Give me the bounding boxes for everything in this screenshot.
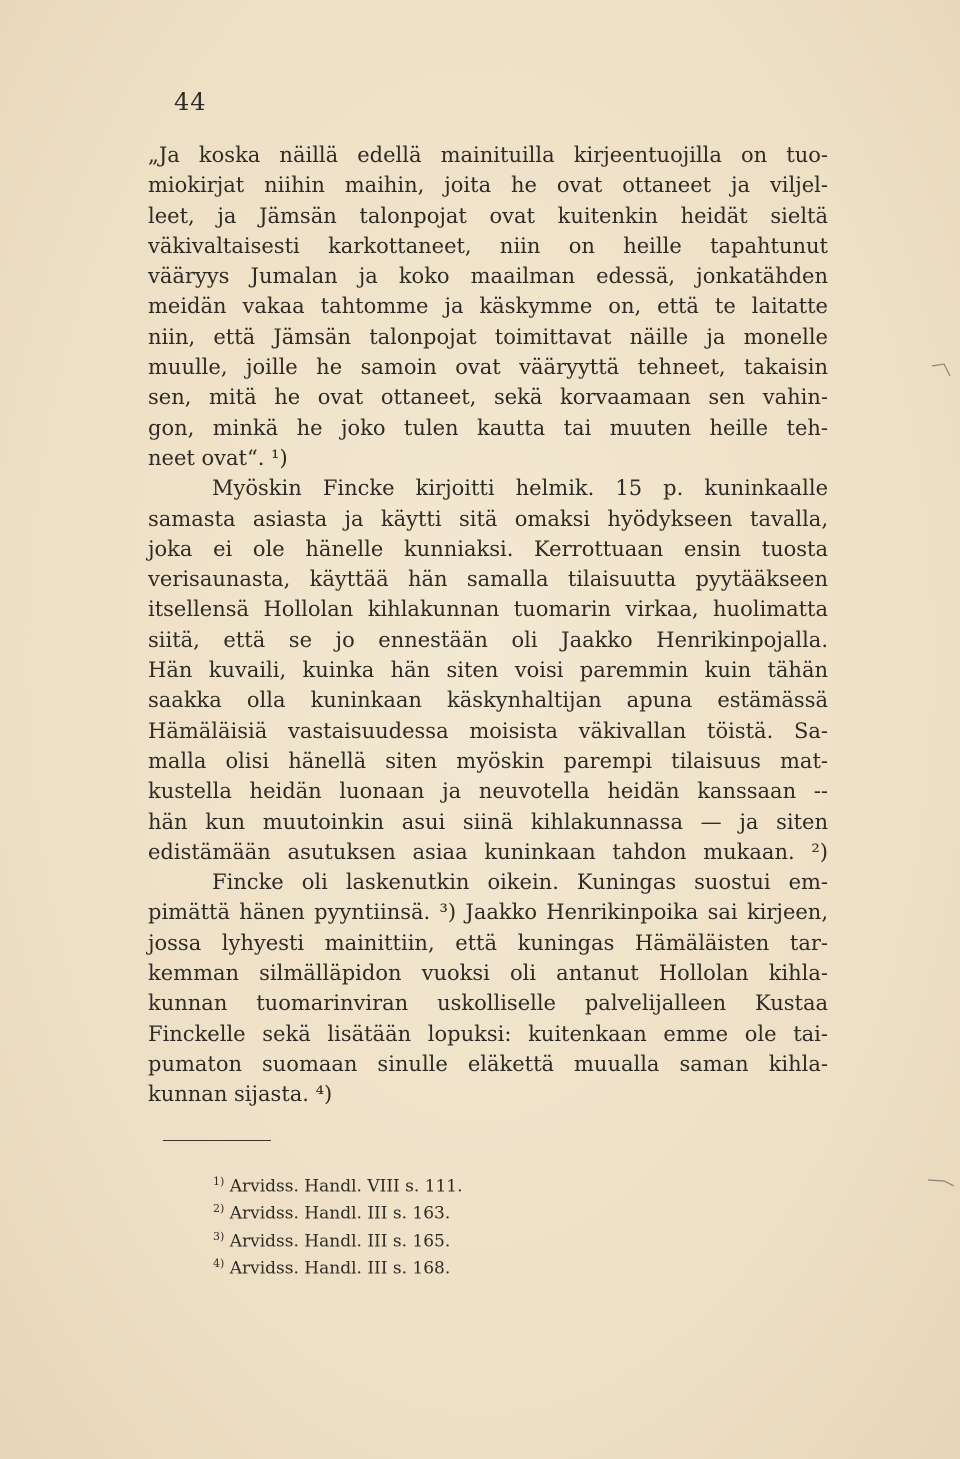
footnote-mark: 3) (213, 1229, 225, 1243)
footnote-text: Arvidss. Handl. III s. 165. (229, 1231, 451, 1252)
footnote (213, 1168, 463, 1195)
footnote-mark: 2) (213, 1202, 225, 1216)
text-line: kunnan sijasta. ⁴) (148, 1082, 333, 1107)
footnote (213, 1250, 463, 1277)
text-line: siitä, että se jo ennestään oli Jaakko Henrikinpojalla. (148, 627, 828, 652)
text-line: kunnan tuomarinviran uskolliselle palvelijalleen Kustaa (148, 991, 828, 1016)
text-line: gon, minkä he joko tulen kautta tai muuten heille teh- (148, 415, 828, 440)
text-line: malla olisi hänellä siten myöskin parempi tilaisuus mat- (148, 748, 828, 773)
text-line: muulle, joille he samoin ovat vääryyttä tehneet, takaisin (148, 355, 828, 380)
text-line: itsellensä Hollolan kihlakunnan tuomarin virkaa, huolimatta (148, 597, 828, 622)
text-line: Hän kuvaili, kuinka hän siten voisi paremmin kuin tähän (148, 658, 828, 683)
footnotes (213, 1168, 463, 1277)
footnote-text: Arvidss. Handl. VIII s. 111. (229, 1176, 463, 1197)
text-line: verisaunasta, käyttää hän samalla tilaisuutta pyytääkseen (148, 567, 828, 592)
text-line: Fincke oli laskenutkin oikein. Kuningas suostui em- (212, 870, 828, 895)
text-line: miokirjat niihin maihin, joita he ovat ottaneet ja viljel- (148, 173, 828, 198)
text-line: neet ovat“. ¹) (148, 445, 288, 470)
footnote (213, 1223, 463, 1250)
text-line: hän kun muutoinkin asui siinä kihlakunnassa — ja siten (148, 809, 828, 834)
footnote-divider (163, 1140, 271, 1141)
text-line: Hämäläisiä vastaisuudessa moisista väkivallan töistä. Sa- (148, 718, 828, 743)
text-line: saakka olla kuninkaan käskynhaltijan apuna estämässä (148, 688, 828, 713)
footnote-text: Arvidss. Handl. III s. 168. (229, 1258, 451, 1279)
text-line: pumaton suomaan sinulle eläkettä muualla saman kihla- (148, 1051, 828, 1076)
footnote (213, 1195, 463, 1222)
text-line: sen, mitä he ovat ottaneet, sekä korvaamaan sen vahin- (148, 385, 828, 410)
text-line: kemman silmälläpidon vuoksi oli antanut Hollolan kihla- (148, 961, 828, 986)
text-line: joka ei ole hänelle kunniaksi. Kerrottuaan ensin tuosta (148, 536, 828, 561)
margin-tick-mark (930, 358, 954, 382)
text-line: väkivaltaisesti karkottaneet, niin on heille tapahtunut (148, 233, 828, 258)
text-line: kustella heidän luonaan ja neuvotella heidän kanssaan -- (148, 779, 828, 804)
text-line: meidän vakaa tahtomme ja käskymme on, että te laitatte (148, 294, 828, 319)
page-number: 44 (174, 88, 207, 116)
text-line: samasta asiasta ja käytti sitä omaksi hyödykseen tavalla, (148, 506, 828, 531)
text-line: leet, ja Jämsän talonpojat ovat kuitenkin heidät sieltä (148, 203, 828, 228)
footnote-text: Arvidss. Handl. III s. 163. (229, 1203, 451, 1224)
text-line: niin, että Jämsän talonpojat toimittavat näille ja monelle (148, 324, 828, 349)
margin-tick-mark (926, 1172, 956, 1192)
body-text (148, 140, 828, 1110)
text-line: vääryys Jumalan ja koko maailman edessä, jonkatähden (148, 264, 828, 289)
footnote-mark: 4) (213, 1256, 225, 1270)
text-line: jossa lyhyesti mainittiin, että kuningas Hämäläisten tar- (148, 930, 828, 955)
text-line: edistämään asutuksen asiaa kuninkaan tahdon mukaan. ²) (148, 839, 828, 864)
text-line: Finckelle sekä lisätään lopuksi: kuitenkaan emme ole tai- (148, 1021, 828, 1046)
text-line: pimättä hänen pyyntiinsä. ³) Jaakko Henrikinpoika sai kirjeen, (148, 900, 828, 925)
footnote-mark: 1) (213, 1175, 225, 1188)
text-line: „Ja koska näillä edellä mainituilla kirjeentuojilla on tuo- (148, 143, 828, 167)
text-line: Myöskin Fincke kirjoitti helmik. 15 p. kuninkaalle (212, 476, 828, 501)
